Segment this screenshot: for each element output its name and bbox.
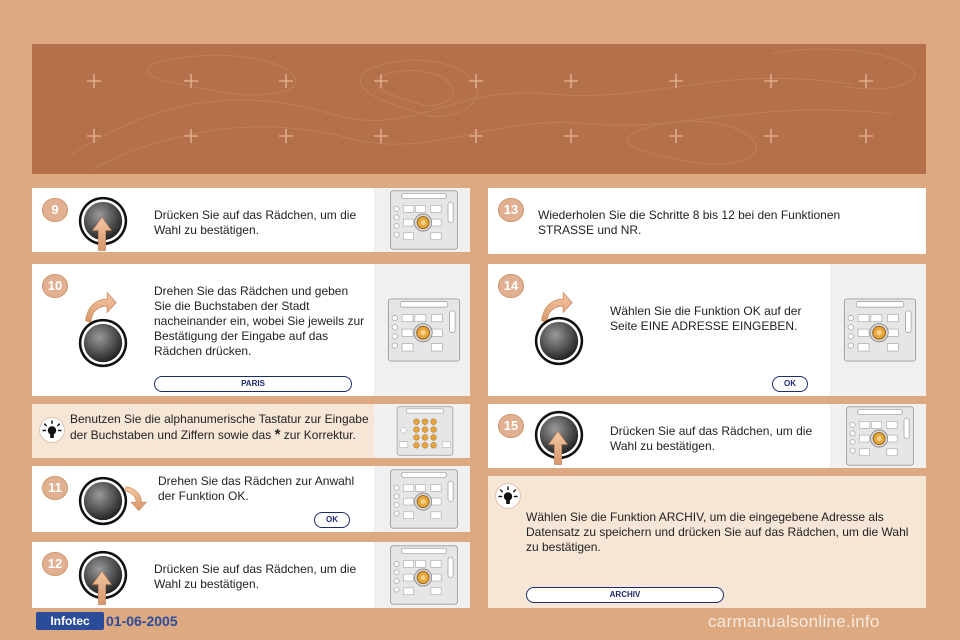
press-arrow-icon bbox=[544, 430, 572, 466]
rotary-knob-icon bbox=[78, 476, 128, 526]
rotary-knob-icon bbox=[78, 318, 128, 368]
step-13-card bbox=[488, 188, 926, 254]
infotec-logo: Infotec bbox=[36, 612, 104, 630]
step-number-badge: 9 bbox=[42, 198, 68, 222]
lightbulb-icon bbox=[40, 418, 64, 442]
press-arrow-icon bbox=[88, 570, 116, 606]
archive-tip-card bbox=[488, 476, 926, 608]
footer-date: 01-06-2005 bbox=[106, 613, 178, 629]
press-arrow-icon bbox=[88, 216, 116, 252]
header-banner bbox=[32, 44, 926, 174]
radio-unit-icon bbox=[384, 469, 464, 529]
step-10-card bbox=[32, 264, 470, 396]
step-11-card bbox=[32, 466, 470, 532]
tip-text-main: Benutzen Sie die alphanumerische Tastatur zur Eingabe der Buchstaben und Ziffern sowie das bbox=[70, 412, 369, 442]
radio-unit-icon bbox=[384, 298, 464, 362]
radio-unit-icon bbox=[384, 190, 464, 250]
display-value-pill: ARCHIV bbox=[526, 587, 724, 603]
display-value-pill: OK bbox=[314, 512, 350, 528]
lightbulb-icon bbox=[496, 484, 520, 508]
rotate-arrow-icon bbox=[122, 478, 150, 518]
step-number-badge: 12 bbox=[42, 552, 68, 576]
keypad-unit-icon bbox=[390, 406, 460, 456]
tip-text: Wählen Sie die Funktion ARCHIV, um die eingegebene Adresse als Datensatz zu speichern und drücken Sie auf das Rädchen, um die Wahl zu bestätigen. bbox=[526, 510, 909, 554]
radio-unit-icon bbox=[384, 545, 464, 605]
radio-unit-icon bbox=[840, 298, 920, 362]
step-instruction: Drücken Sie auf das Rädchen, um die Wahl zu bestätigen. bbox=[610, 424, 813, 453]
step-instruction: Drücken Sie auf das Rädchen, um die Wahl zu bestätigen. bbox=[154, 562, 357, 591]
step-instruction: Wiederholen Sie die Schritte 8 bis 12 bei den Funktionen STRASSE und NR. bbox=[538, 208, 841, 237]
step-instruction: Drehen Sie das Rädchen und geben Sie die Buchstaben der Stadt nacheinander ein, wobei Sie jeweils zur Bestätigung der Eingabe auf das Rädchen drücken. bbox=[154, 284, 365, 358]
tip-text bbox=[70, 412, 380, 443]
step-number-badge: 13 bbox=[498, 198, 524, 222]
step-number-badge: 14 bbox=[498, 274, 524, 298]
step-number-badge: 10 bbox=[42, 274, 68, 298]
step-number-badge: 15 bbox=[498, 414, 524, 438]
radio-unit-icon bbox=[840, 406, 920, 466]
step-instruction: Drücken Sie auf das Rädchen, um die Wahl zu bestätigen. bbox=[154, 208, 357, 237]
contour-map-decoration bbox=[32, 44, 926, 174]
step-number-badge: 11 bbox=[42, 476, 68, 500]
step-instruction: Wählen Sie die Funktion OK auf der Seite EINE ADRESSE EINGEBEN. bbox=[610, 304, 802, 333]
asterisk-symbol: * bbox=[274, 426, 281, 443]
step-12-card bbox=[32, 542, 470, 608]
watermark-text: carmanualsonline.info bbox=[708, 612, 880, 631]
step-instruction: Drehen Sie das Rädchen zur Anwahl der Funktion OK. bbox=[158, 474, 355, 503]
tip-text-end: zur Korrektur. bbox=[283, 428, 356, 442]
display-value-pill: PARIS bbox=[154, 376, 352, 392]
step-9-card bbox=[32, 188, 470, 252]
step-14-card bbox=[488, 264, 926, 396]
rotary-knob-icon bbox=[534, 316, 584, 366]
step-15-card bbox=[488, 404, 926, 468]
keyboard-tip-card bbox=[32, 404, 470, 458]
display-value-pill: OK bbox=[772, 376, 808, 392]
